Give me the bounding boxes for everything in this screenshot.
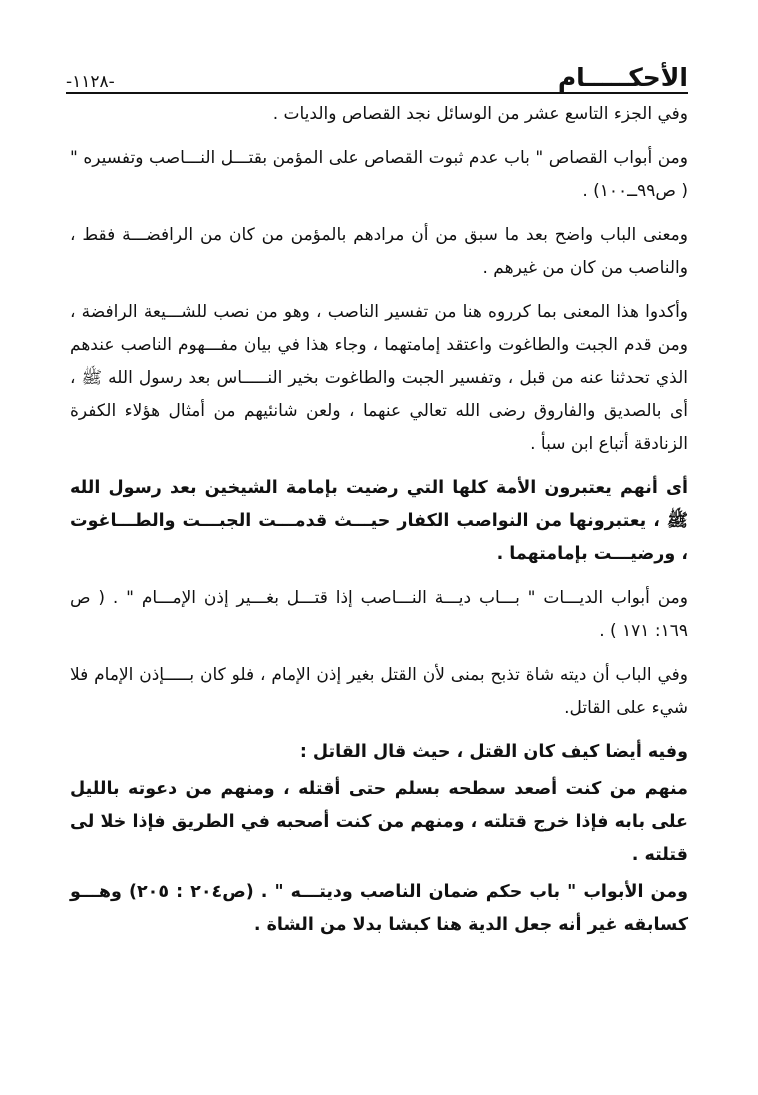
- paragraph: وفي الباب أن ديته شاة تذبح بمنى لأن القتل بغير إذن الإمام ، فلو كان بـــــإذن الإمام فلا شيء على القاتل.: [70, 665, 688, 718]
- paragraph: ومن أبواب القصاص " باب عدم ثبوت القصاص على المؤمن بقتـــل النـــاصب وتفسيره " ( ص٩٩ــ١٠٠) .: [70, 148, 688, 201]
- page-header: [66, 56, 688, 92]
- header-rule: [66, 92, 688, 94]
- paragraph: وفي الجزء التاسع عشر من الوسائل نجد القصاص والديات .: [272, 104, 688, 124]
- paragraph: ومن أبواب الديـــات " بـــاب ديـــة النـــاصب إذا قتـــل بغـــير إذن الإمـــام " . ( ص ١٦٩: ١٧١ ) .: [70, 588, 688, 641]
- paragraph-bold: منهم من كنت أصعد سطحه بسلم حتى أقتله ، ومنهم من دعوته بالليل على بابه فإذا خرج قتلته ، ومنهم من كنت أصحبه في الطريق فإذا خلا لى قتلته .: [70, 779, 688, 865]
- running-title: الأحكـــــام: [557, 63, 688, 92]
- paragraph: وأكدوا هذا المعنى بما كرروه هنا من تفسير الناصب ، وهو من نصب للشـــيعة الرافضة ، ومن قدم الجبت والطاغوت واعتقد إمامتهما ، وجاء هذا في بيان مفـــهوم الناصب عندهم الذي تحدثنا عنه من قبل ، وتفسير الجبت والطاغوت بخير النـــــاس بعد رسول الله ﷺ ، أى بالصديق والفاروق رضى الله تعالي عنهما ، ولعن شانئيهم من أمثال هؤلاء الكفرة الزنادقة أتباع ابن سبأ .: [70, 302, 688, 454]
- paragraph-bold: ومن الأبواب " باب حكم ضمان الناصب وديتـــه " . (ص٢٠٤ : ٢٠٥) وهـــو كسابقه غير أنه جعل الدية هنا كبشا بدلا من الشاة .: [70, 882, 688, 935]
- paragraph-bold: وفيه أيضا كيف كان القتل ، حيث قال القاتل :: [299, 742, 688, 762]
- paragraph: ومعنى الباب واضح بعد ما سبق من أن مرادهم بالمؤمن من كان من الرافضـــة فقط ، والناصب من كان من غيرهم .: [70, 225, 688, 278]
- page-body: [70, 98, 688, 953]
- paragraph-bold: أى أنهم يعتبرون الأمة كلها التي رضيت بإمامة الشيخين بعد رسول الله ﷺ ، يعتبرونها من النواصب الكفار حيـــث قدمـــت الجبـــت والطـــاغوت ، ورضيـــت بإمامتهما .: [70, 478, 688, 564]
- page-number: -١١٢٨-: [66, 72, 115, 92]
